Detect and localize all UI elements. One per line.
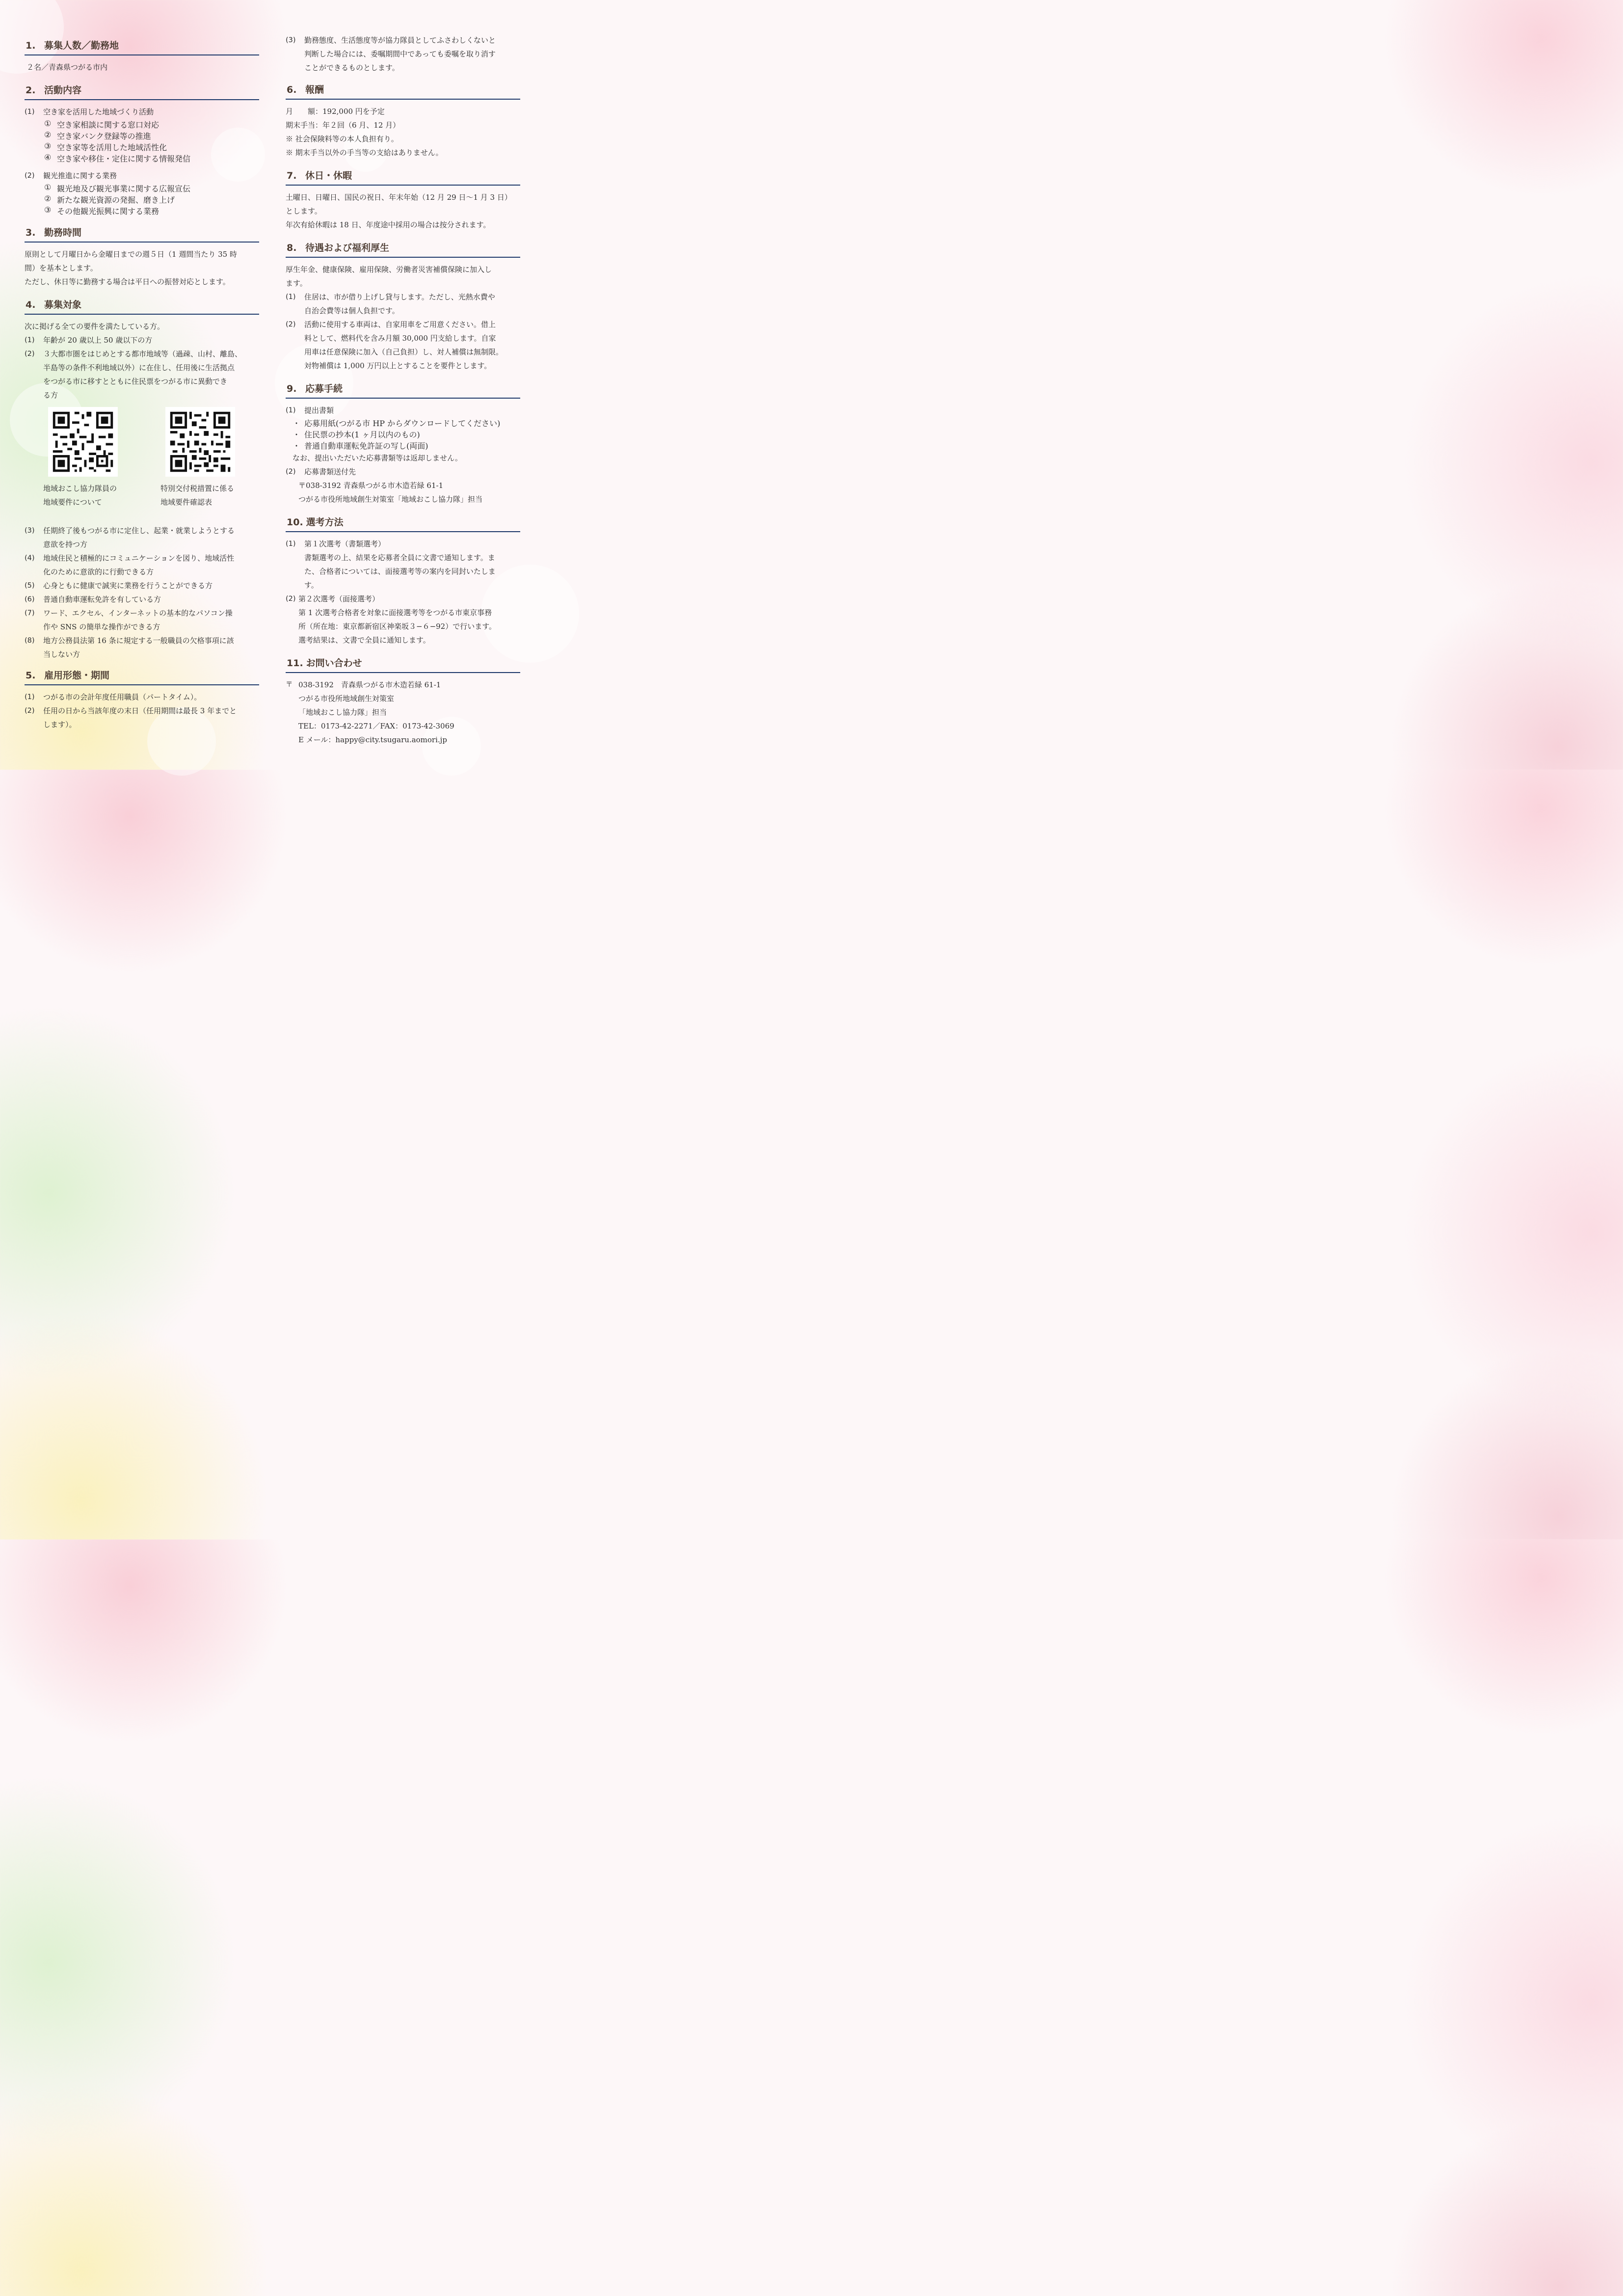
contact-phone[interactable]: TEL：0173-42-2271／FAX：0173-42-3069 <box>298 722 454 730</box>
section-title: お問い合わせ <box>306 658 362 669</box>
list-text: 応募書類送付先 <box>304 467 356 476</box>
qr-card <box>142 407 259 509</box>
list-text: その他観光振興に関する業務 <box>57 207 160 216</box>
list-text: 空き家や移住・定住に関する情報発信 <box>57 154 191 163</box>
section-title: 活動内容 <box>44 85 82 96</box>
list-marker: ④ <box>44 153 52 162</box>
body-text: とします。 <box>286 207 322 216</box>
list-marker: ・ <box>293 419 301 428</box>
list-item <box>286 404 520 417</box>
list-item <box>25 634 259 661</box>
list-item <box>25 347 259 402</box>
list-text: 半島等の条件不利地域以外）に在住し、任用後に生活拠点 <box>43 363 235 372</box>
body-text: ただし、休日等に勤務する場合は平日への振替対応とします。 <box>25 277 230 286</box>
section-heading-9 <box>286 378 520 399</box>
body-text: 期末手当：年２回（6 月、12 月） <box>286 121 400 130</box>
list-item <box>25 579 259 593</box>
list-item <box>25 593 259 606</box>
body-text: 年次有給休暇は 18 日、年度途中採用の場合は按分されます。 <box>286 220 491 229</box>
body-text: 土曜日、日曜日、国民の祝日、年末年始（12 月 29 日～1 月 3 日） <box>286 193 512 202</box>
list-text: 空き家等を活用した地域活性化 <box>57 143 167 152</box>
list-text: 化のために意欲的に行動できる方 <box>43 567 154 576</box>
list-item <box>286 592 520 647</box>
list-text: 空き家相談に関する窓口対応 <box>57 120 160 130</box>
list-marker: (2) <box>25 350 35 358</box>
list-item <box>25 704 259 731</box>
section-heading-3 <box>25 222 259 243</box>
section-number: 9. <box>287 383 297 394</box>
section-number: 4. <box>26 299 36 310</box>
list-item <box>25 690 259 704</box>
body-text: ※ 社会保険料等の本人負担有り。 <box>286 135 399 143</box>
contact-block <box>286 678 520 747</box>
section-title: 雇用形態・期間 <box>44 670 110 681</box>
qr-code-row <box>25 407 259 509</box>
list-text: 普通自動車運転免許を有している方 <box>43 595 161 604</box>
qr-caption: 地域要件確認表 <box>160 498 213 507</box>
list-text: 自治会費等は個人負担です。 <box>304 306 399 315</box>
section-title: 募集対象 <box>44 299 82 310</box>
list-text: 料として、燃料代を含み月額 30,000 円支給します。自家 <box>304 334 496 343</box>
list-item <box>286 290 520 318</box>
body-text: 月 額：192,000 円を予定 <box>286 107 385 116</box>
list-text: 新たな観光資源の発掘、磨き上げ <box>57 195 175 205</box>
list-marker: (6) <box>25 595 35 603</box>
list-text: 住居は、市が借り上げし貸与します。ただし、光熱水費や <box>304 293 495 301</box>
section-number: 2. <box>26 85 36 96</box>
list-marker: ② <box>44 194 52 203</box>
section-number: 11. <box>287 658 303 669</box>
list-item <box>25 606 259 634</box>
list-text: 年齢が 20 歳以上 50 歳以下の方 <box>43 336 153 345</box>
contact-office: つがる市役所地域創生対策室 <box>298 694 395 703</box>
list-text: 応募用紙(つがる市 HP からダウンロードしてください) <box>304 419 501 428</box>
section-number: 10. <box>287 517 303 528</box>
list-marker: (2) <box>25 172 35 180</box>
list-text: 観光地及び観光事業に関する広報宣伝 <box>57 184 191 193</box>
section-number: 5. <box>26 670 36 681</box>
list-marker: (1) <box>286 406 296 414</box>
list-marker: (1) <box>286 293 296 301</box>
list-marker: (2) <box>286 468 296 476</box>
qr-caption: 地域要件について <box>43 498 102 507</box>
list-marker: (2) <box>286 321 296 328</box>
list-text: つがる市の会計年度任用職員（パートタイム）。 <box>43 693 202 702</box>
section-title: 勤務時間 <box>44 227 82 238</box>
list-item <box>25 551 259 579</box>
list-text: 任用の日から当該年度の末日（任用期間は最長 3 年までと <box>43 706 237 715</box>
body-text: ます。 <box>286 279 307 288</box>
body-text: 次に掲げる全ての要件を満たしている方。 <box>25 322 165 331</box>
body-text: 厚生年金、健康保険、雇用保険、労働者災害補償保険に加入し <box>286 265 492 274</box>
list-text: 提出書類 <box>304 406 334 415</box>
right-column <box>286 33 520 747</box>
list-text: 用車は任意保険に加入（自己負担）し、対人補償は無制限。 <box>304 348 504 356</box>
sub-list-item <box>25 130 259 141</box>
section-title: 応募手続 <box>305 383 343 394</box>
list-marker: ・ <box>293 430 301 439</box>
list-marker: (1) <box>286 540 296 548</box>
list-text: をつがる市に移すとともに住民票をつがる市に異動でき <box>43 377 228 386</box>
sub-list-item <box>25 183 259 194</box>
sub-list-item <box>25 205 259 216</box>
sub-list-item <box>25 153 259 164</box>
list-text: 所（所在地：東京都新宿区神楽坂３−６−92）で行います。 <box>298 622 497 631</box>
body-text: 間）を基本とします。 <box>25 264 98 272</box>
list-text: 作や SNS の簡単な操作ができる方 <box>43 622 160 631</box>
body-text: ※ 期末手当以外の手当等の支給はありません。 <box>286 148 443 157</box>
qr-code-icon[interactable] <box>48 407 118 477</box>
section-number: 8. <box>287 243 297 253</box>
list-text: 空き家バンク登録等の推進 <box>57 132 151 141</box>
list-text: 第１次選考（書類選考） <box>304 540 386 548</box>
document-list-item <box>286 417 520 429</box>
list-text: ワード、エクセル、インターネットの基本的なパソコン操 <box>43 609 233 618</box>
list-marker: (5) <box>25 582 35 590</box>
list-marker: (4) <box>25 554 35 562</box>
section-heading-1 <box>25 35 259 55</box>
sub-list-item <box>25 194 259 205</box>
list-marker: ① <box>44 119 52 128</box>
section-number: 6. <box>287 84 297 95</box>
section-number: 1. <box>26 40 36 51</box>
qr-caption: 地域おこし協力隊員の <box>43 484 117 493</box>
list-item <box>25 524 259 551</box>
list-text: 心身ともに健康で誠実に業務を行うことができる方 <box>43 581 213 590</box>
list-text: ことができるものとします。 <box>304 63 399 72</box>
list-marker: (8) <box>25 637 35 645</box>
list-marker: (3) <box>286 36 296 44</box>
list-text: 空き家を活用した地域づくり活動 <box>43 108 154 116</box>
section-heading-7 <box>286 165 520 186</box>
contact-email[interactable]: E メール：happy@city.tsugaru.aomori.jp <box>298 735 447 744</box>
body-text: 原則として月曜日から金曜日までの週５日（1 週間当たり 35 時 <box>25 250 237 259</box>
list-marker: (1) <box>25 336 35 344</box>
list-marker: ① <box>44 183 52 192</box>
list-marker: ・ <box>293 441 301 451</box>
section-heading-10 <box>286 512 520 532</box>
section-title: 報酬 <box>305 84 324 95</box>
section-title: 募集人数／勤務地 <box>44 40 119 51</box>
list-text: 任期終了後もつがる市に定住し、起業・就業しようとする <box>43 526 235 535</box>
list-text: 活動に使用する車両は、自家用車をご用意ください。借上 <box>304 320 496 329</box>
list-text: します）。 <box>43 720 77 729</box>
list-item <box>25 105 259 119</box>
section-heading-5 <box>25 665 259 685</box>
list-text: 勤務態度、生活態度等が協力隊員としてふさわしくないと <box>304 36 496 45</box>
list-text: 地方公務員法第 16 条に規定する一般職員の欠格事項に該 <box>43 636 234 645</box>
address-text: つがる市役所地域創生対策室「地域おこし協力隊」担当 <box>298 495 483 504</box>
qr-code-icon[interactable] <box>165 407 235 477</box>
section-heading-11 <box>286 653 520 673</box>
list-text: 地域住民と積極的にコミュニケーションを図り、地域活性 <box>43 554 235 563</box>
list-text: 選考結果は、文書で全員に通知します。 <box>298 636 430 645</box>
section-heading-8 <box>286 238 520 258</box>
list-text: た、合格者については、面接選考等の案内を同封いたしま <box>304 567 496 576</box>
list-marker: ③ <box>44 205 52 215</box>
list-item <box>25 333 259 347</box>
list-text: 普通自動車運転免許証の写し(両面) <box>304 441 428 451</box>
list-text: 住民票の抄本(1 ヶ月以内のもの) <box>304 430 420 439</box>
list-text: 観光推進に関する業務 <box>43 171 117 180</box>
contact-address: 038-3192 青森県つがる市木造若緑 61-1 <box>298 680 441 689</box>
list-text: る方 <box>43 391 58 400</box>
list-marker: ② <box>44 130 52 139</box>
list-text: 第 1 次選考合格者を対象に面接選考等をつがる市東京事務 <box>298 608 492 617</box>
section-number: 3. <box>26 227 36 238</box>
list-text: 判断した場合には、委嘱期間中であっても委嘱を取り消す <box>304 50 496 58</box>
section-heading-2 <box>25 80 259 100</box>
section-number: 7. <box>287 170 297 181</box>
list-item <box>25 169 259 183</box>
sub-list-item <box>25 119 259 130</box>
list-marker: (3) <box>25 527 35 535</box>
section-heading-6 <box>286 80 520 100</box>
qr-card <box>25 407 142 509</box>
list-text: 第２次選考（面接選考） <box>298 594 380 603</box>
list-item <box>286 537 520 592</box>
recruit-count-text: ２名／青森県つがる市内 <box>27 63 108 72</box>
address-text: 〒038-3192 青森県つがる市木造若緑 61-1 <box>298 481 444 490</box>
list-item <box>286 318 520 373</box>
section-title: 休日・休暇 <box>305 170 352 181</box>
list-marker: (2) <box>25 707 35 715</box>
list-marker: (7) <box>25 609 35 617</box>
list-text: 対物補償は 1,000 万円以上とすることを要件とします。 <box>304 361 492 370</box>
list-text: 当しない方 <box>43 650 80 659</box>
list-marker: (1) <box>25 108 35 116</box>
list-marker: (1) <box>25 693 35 701</box>
list-text: す。 <box>304 581 319 590</box>
document-list-item <box>286 440 520 451</box>
sub-list-item <box>25 141 259 153</box>
contact-department: 「地域おこし協力隊」担当 <box>298 708 387 717</box>
body-text: なお、提出いただいた応募書類等は返却しません。 <box>293 454 462 462</box>
list-text: ３大都市圏をはじめとする都市地域等（過疎、山村、離島、 <box>43 350 242 358</box>
list-text: 意欲を持つ方 <box>43 540 88 549</box>
section-heading-4 <box>25 295 259 315</box>
list-item <box>286 33 520 75</box>
list-item <box>286 465 520 479</box>
qr-caption: 特別交付税措置に係る <box>160 484 235 493</box>
list-text: 書類選考の上、結果を応募者全員に文書で通知します。ま <box>304 553 495 562</box>
postal-mark-icon: 〒 <box>286 681 293 689</box>
section-title: 待遇および福利厚生 <box>305 243 390 253</box>
left-column <box>25 33 259 731</box>
list-marker: ③ <box>44 141 52 151</box>
document-list-item <box>286 429 520 440</box>
section-title: 選考方法 <box>306 517 344 528</box>
list-marker: (2) <box>286 595 296 603</box>
